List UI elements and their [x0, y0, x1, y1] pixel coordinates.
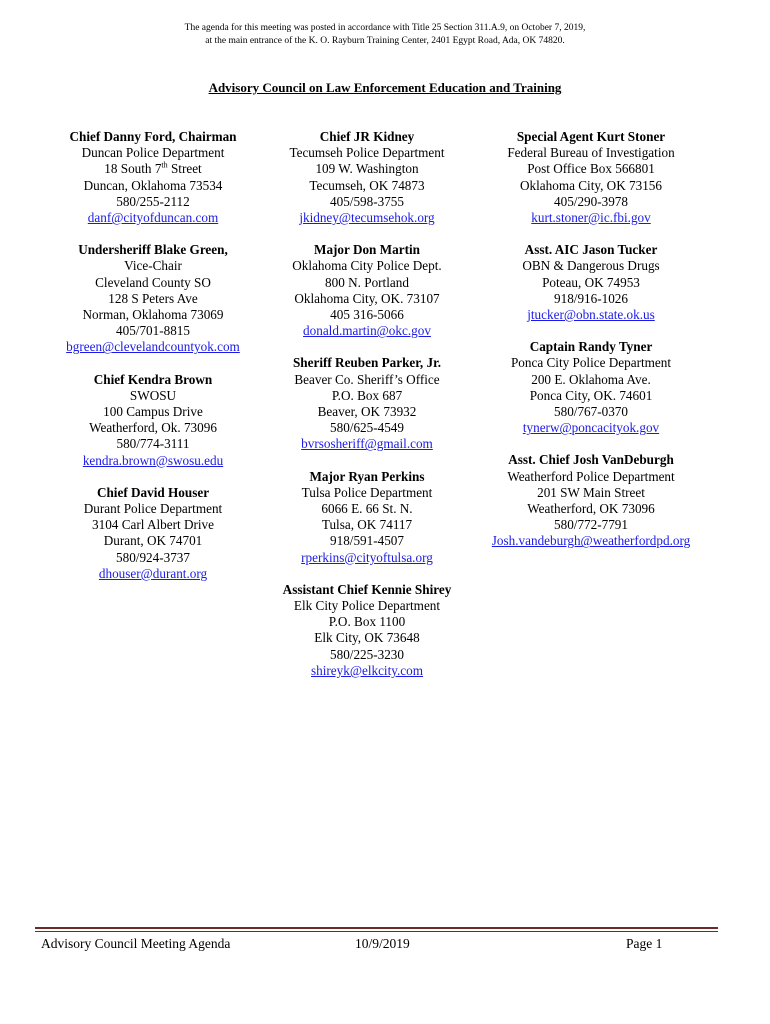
member-entry [42, 485, 264, 582]
member-detail-line: 128 S Peters Ave [108, 290, 198, 306]
member-email-link[interactable]: tynerw@poncacityok.gov [522, 420, 660, 436]
member-column-2 [256, 129, 478, 695]
member-detail-line: Duncan, Oklahoma 73534 [83, 177, 223, 193]
member-detail-line: Tecumseh, OK 74873 [309, 177, 425, 193]
member-entry [42, 129, 264, 226]
member-email-link[interactable]: dhouser@durant.org [98, 565, 208, 581]
member-entry [42, 372, 264, 469]
footer-date: 10/9/2019 [355, 936, 410, 951]
footer-page-number: Page 1 [626, 936, 663, 951]
member-detail-line: Norman, Oklahoma 73069 [82, 307, 224, 323]
member-email-link[interactable]: rperkins@cityoftulsa.org [301, 549, 433, 565]
member-detail-line: 580/625-4549 [330, 420, 404, 436]
member-detail-line: P.O. Box 1100 [328, 614, 406, 630]
member-detail-line: Tulsa, OK 74117 [321, 517, 413, 533]
member-address-street: 18 South 7th Street [104, 161, 202, 177]
member-name: Chief Kendra Brown [93, 371, 213, 387]
member-entry [256, 469, 478, 566]
member-email-link[interactable]: donald.martin@okc.gov [303, 323, 431, 339]
member-detail-line: 580/225-3230 [330, 646, 404, 662]
member-detail-line: 918/591-4507 [330, 533, 404, 549]
member-entry [478, 339, 704, 436]
posting-notice-line1: The agenda for this meeting was posted in accordance with Title 25 Section 311.A.9, on October 7, 2019, [184, 23, 586, 33]
member-detail-line: 200 E. Oklahoma Ave. [531, 371, 651, 387]
member-detail-line: Vice-Chair [124, 258, 182, 274]
member-detail-line: 580/255-2112 [116, 193, 190, 209]
posting-notice [0, 22, 770, 48]
member-email-link[interactable]: kurt.stoner@ic.fbi.gov [531, 210, 651, 226]
member-detail-line: OBN & Dangerous Drugs [522, 258, 660, 274]
member-name: Chief JR Kidney [319, 129, 415, 144]
member-entry [256, 129, 478, 226]
member-detail-line: 405 316-5066 [330, 307, 404, 323]
member-detail-line: Oklahoma City Police Dept. [292, 258, 442, 274]
member-detail-line: Elk City Police Department [293, 598, 441, 614]
member-detail-line: Duncan Police Department [81, 145, 225, 161]
member-entry [42, 242, 264, 355]
member-detail-line: Ponca City Police Department [510, 355, 672, 371]
member-detail-line: 800 N. Portland [325, 274, 409, 290]
member-name: Undersheriff Blake Green, [78, 242, 228, 258]
member-name: Chief Danny Ford, Chairman [69, 129, 237, 144]
member-email-link[interactable]: jtucker@obn.state.ok.us [527, 307, 655, 323]
member-detail-line: Beaver, OK 73932 [317, 404, 417, 420]
member-name: Major Ryan Perkins [309, 468, 425, 484]
member-detail-line: 580/772-7791 [554, 517, 628, 533]
member-detail-line: Elk City, OK 73648 [314, 630, 420, 646]
member-entry [478, 129, 704, 226]
member-detail-line: 580/767-0370 [554, 404, 628, 420]
member-detail-line: 201 SW Main Street [537, 484, 645, 500]
member-detail-line: 580/774-3111 [116, 436, 190, 452]
member-entry [256, 242, 478, 339]
member-name: Captain Randy Tyner [529, 339, 653, 355]
member-column-3 [478, 129, 704, 566]
member-detail-line: P.O. Box 687 [331, 387, 403, 403]
member-detail-line: Post Office Box 566801 [527, 161, 655, 177]
member-detail-line: 100 Campus Drive [103, 404, 203, 420]
member-detail-line: 918/916-1026 [554, 290, 628, 306]
footer-divider-thin [35, 931, 718, 932]
member-name: Major Don Martin [314, 242, 420, 258]
member-detail-line: Ponca City, OK. 74601 [529, 387, 653, 403]
member-detail-line: Weatherford, OK 73096 [527, 501, 655, 517]
member-detail-line: Tulsa Police Department [301, 484, 433, 500]
member-detail-line: Beaver Co. Sheriff’s Office [294, 371, 440, 387]
member-email-link[interactable]: danf@cityofduncan.com [87, 210, 219, 226]
member-detail-line: 405/701-8815 [116, 323, 190, 339]
member-email-link[interactable]: jkidney@tecumsehok.org [299, 210, 435, 226]
footer-divider [35, 927, 718, 929]
member-detail-line: 3104 Carl Albert Drive [92, 517, 214, 533]
member-email-link[interactable]: bvrsosheriff@gmail.com [301, 436, 433, 452]
member-detail-line: Durant, OK 74701 [103, 533, 203, 549]
member-entry [478, 242, 704, 323]
member-name: Asst. AIC Jason Tucker [524, 242, 658, 258]
member-entry [256, 582, 478, 679]
member-detail-line: Tecumseh Police Department [289, 145, 445, 161]
member-email-link[interactable]: shireyk@elkcity.com [311, 662, 423, 678]
member-name: Special Agent Kurt Stoner [516, 129, 666, 144]
member-detail-line: Durant Police Department [83, 501, 223, 517]
member-name: Assistant Chief Kennie Shirey [282, 581, 452, 597]
member-detail-line: Weatherford, Ok. 73096 [89, 420, 217, 436]
member-detail-line: Oklahoma City, OK 73156 [520, 177, 662, 193]
member-column-1 [42, 129, 264, 598]
member-detail-line: 6066 E. 66 St. N. [321, 501, 413, 517]
member-detail-line: 405/290-3978 [554, 193, 628, 209]
footer-document-title: Advisory Council Meeting Agenda [41, 936, 231, 951]
member-detail-line: Cleveland County SO [95, 274, 211, 290]
member-detail-line: 405/598-3755 [330, 193, 404, 209]
member-name: Chief David Houser [96, 484, 210, 500]
member-name: Asst. Chief Josh VanDeburgh [508, 452, 674, 468]
member-detail-line: SWOSU [129, 387, 177, 403]
posting-notice-line2: at the main entrance of the K. O. Rayburn Training Center, 2401 Egypt Road, Ada, OK 74820. [205, 36, 565, 46]
member-entry [256, 355, 478, 452]
member-name: Sheriff Reuben Parker, Jr. [292, 355, 442, 371]
member-entry [478, 452, 704, 549]
page-title: Advisory Council on Law Enforcement Education and Training [208, 80, 562, 95]
member-detail-line: 580/924-3737 [116, 549, 190, 565]
member-email-link[interactable]: Josh.vandeburgh@weatherfordpd.org [491, 533, 691, 549]
member-email-link[interactable]: kendra.brown@swosu.edu [82, 452, 224, 468]
member-detail-line: 109 W. Washington [315, 161, 419, 177]
member-detail-line: Federal Bureau of Investigation [507, 145, 675, 161]
member-email-link[interactable]: bgreen@clevelandcountyok.com [66, 339, 240, 355]
member-detail-line: Weatherford Police Department [507, 468, 675, 484]
member-detail-line: Oklahoma City, OK. 73107 [294, 290, 440, 306]
member-detail-line: Poteau, OK 74953 [542, 274, 640, 290]
